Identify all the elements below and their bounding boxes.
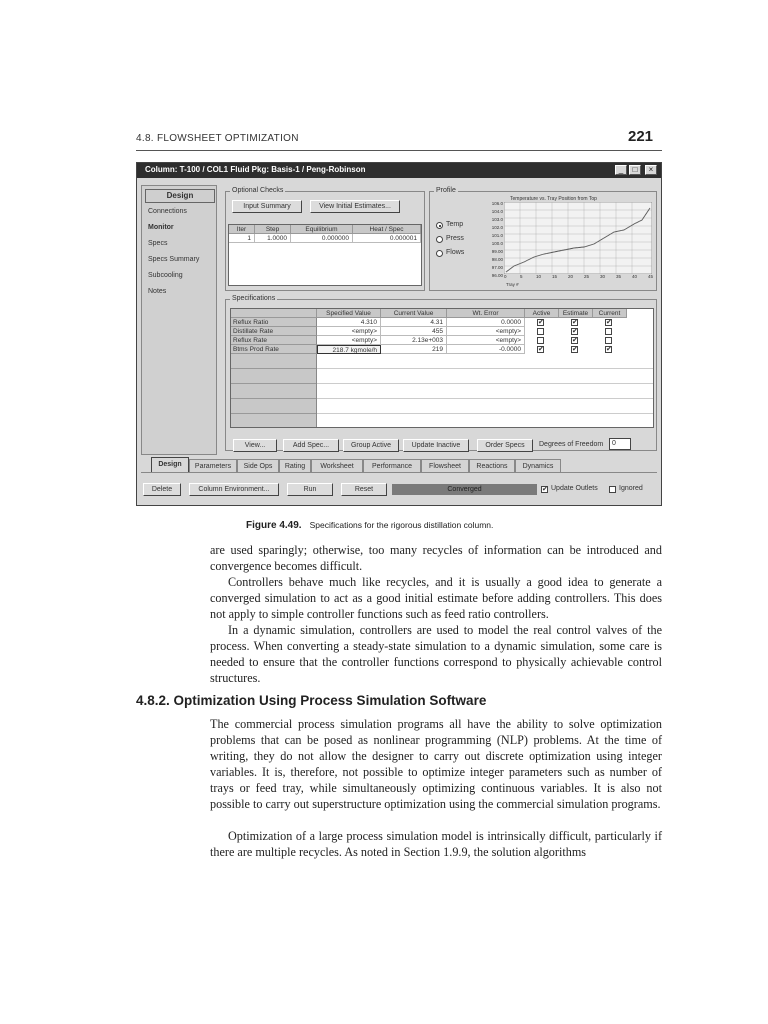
tab-design[interactable]: Design: [151, 457, 189, 473]
profile-x-tick: 15: [552, 274, 558, 279]
tab-side-ops[interactable]: Side Ops: [237, 459, 279, 473]
specifications-group: [225, 295, 657, 451]
nav-item-notes[interactable]: Notes: [148, 288, 167, 295]
current-checkbox[interactable]: ✔: [606, 346, 612, 353]
wt-error-cell: <empty>: [447, 336, 525, 345]
figure-label: Figure 4.49.: [246, 520, 302, 531]
ignored-label: Ignored: [619, 485, 643, 492]
estimate-checkbox[interactable]: ✔: [572, 328, 578, 335]
nav-item-specs[interactable]: Specs: [148, 240, 168, 247]
current-value-cell: 4.31: [381, 318, 447, 327]
temp-radio-label: Temp: [446, 221, 464, 228]
spec-row-label[interactable]: Btms Prod Rate: [231, 345, 317, 354]
wt-error-cell: <empty>: [447, 327, 525, 336]
column-window-screenshot: [136, 162, 662, 506]
current-checkbox[interactable]: [605, 337, 612, 344]
minimize-button[interactable]: _: [615, 165, 627, 175]
current-checkbox[interactable]: [605, 328, 612, 335]
current-value-cell: 219: [381, 345, 447, 354]
degrees-of-freedom-field[interactable]: 0: [609, 438, 631, 450]
paragraph-continuation: are used sparingly; otherwise, too many recycles of information can be introduced and convergence becomes difficult.: [210, 543, 662, 573]
profile-y-tick: 106.0: [491, 201, 503, 206]
profile-y-tick: 97.00: [491, 265, 503, 270]
temperature-profile-chart: [504, 202, 652, 274]
profile-x-tick: 25: [584, 274, 590, 279]
profile-y-tick: 102.0: [491, 225, 503, 230]
group-active-button[interactable]: Group Active: [343, 439, 399, 452]
section-heading: 4.8.2. Optimization Using Process Simulation Software: [136, 693, 487, 708]
estimate-col-header: Estimate: [559, 309, 593, 318]
specifications-label: Specifications: [232, 295, 276, 302]
empty-rows: [317, 354, 653, 428]
input-summary-button[interactable]: Input Summary: [232, 200, 302, 213]
iteration-table: [228, 224, 422, 286]
profile-y-tick: 99.00: [491, 249, 503, 254]
active-checkbox[interactable]: ✔: [538, 319, 544, 326]
spec-name-col-header: [231, 309, 317, 318]
estimate-checkbox[interactable]: ✔: [572, 346, 578, 353]
estimate-checkbox[interactable]: ✔: [572, 337, 578, 344]
equilibrium-cell: 0.000000: [291, 234, 353, 243]
paragraph-commercial-programs: The commercial process simulation programs all have the ability to solve optimization problems that can be posed as nonlinear programming (NLP) problems. At the time of writing, they do not allow the designer to carry out discrete optimization using integer variables. It is, therefore, not possible to optimize integer parameters such as number of trays or feed tray, while simultaneously optimizing continuous variables. It is also not possible to carry out superstructure optimization using the commercial simulation programs.: [210, 717, 662, 811]
spec-row-label[interactable]: Reflux Rate: [231, 336, 317, 345]
header-rule: [136, 150, 662, 151]
tab-worksheet[interactable]: Worksheet: [311, 459, 363, 473]
temp-radio[interactable]: [436, 222, 443, 229]
active-col-header: Active: [525, 309, 559, 318]
spec-row-label[interactable]: Distillate Rate: [231, 327, 317, 336]
heat-spec-cell: 0.000001: [353, 234, 421, 243]
empty-row-labels: [231, 354, 317, 428]
tab-baseline: [141, 472, 657, 473]
view-initial-estimates-button[interactable]: View Initial Estimates...: [310, 200, 400, 213]
window-title: Column: T-100 / COL1 Fluid Pkg: Basis-1 / Peng-Robinson: [145, 165, 366, 174]
active-checkbox[interactable]: ✔: [538, 346, 544, 353]
wt-error-cell: -0.0000: [447, 345, 525, 354]
tab-rating[interactable]: Rating: [279, 459, 311, 473]
current-value-cell: 455: [381, 327, 447, 336]
view-button[interactable]: View...: [233, 439, 277, 452]
specified-value-cell[interactable]: <empty>: [317, 336, 381, 345]
spec-row-label[interactable]: Reflux Ratio: [231, 318, 317, 327]
specified-value-cell[interactable]: <empty>: [317, 327, 381, 336]
degrees-of-freedom-label: Degrees of Freedom: [539, 441, 604, 448]
profile-label: Profile: [436, 187, 456, 194]
profile-y-tick: 104.0: [491, 209, 503, 214]
profile-y-tick: 101.0: [491, 233, 503, 238]
update-inactive-button[interactable]: Update Inactive: [403, 439, 469, 452]
tab-dynamics[interactable]: Dynamics: [515, 459, 561, 473]
step-col-header: Step: [255, 225, 291, 234]
profile-x-tick: 30: [600, 274, 606, 279]
profile-x-tick: 35: [616, 274, 622, 279]
profile-y-tick: 103.0: [491, 217, 503, 222]
ignored-checkbox[interactable]: [609, 486, 616, 493]
press-radio[interactable]: [436, 236, 443, 243]
profile-x-tick: 10: [536, 274, 542, 279]
specified-value-cell[interactable]: 4.310: [317, 318, 381, 327]
paragraph-controllers: Controllers behave much like recycles, and it is usually a good idea to generate a converged simulation to act as a good initial estimate before adding controllers. This does not apply to simple controller functions such as feed ratio controllers.: [210, 575, 662, 621]
design-nav-panel: [141, 185, 217, 455]
nav-item-connections[interactable]: Connections: [148, 208, 187, 215]
profile-x-tick: 5: [520, 274, 523, 279]
specifications-table: [230, 308, 654, 428]
step-cell: 1.0000: [255, 234, 291, 243]
update-outlets-checkbox[interactable]: ✔: [542, 486, 548, 493]
convergence-status: Converged: [392, 484, 537, 495]
delete-button[interactable]: Delete: [143, 483, 181, 496]
profile-x-tick: 0: [504, 274, 507, 279]
tab-flowsheet[interactable]: Flowsheet: [421, 459, 469, 473]
active-checkbox[interactable]: [537, 328, 544, 335]
specified-value-cell-editing[interactable]: 218.7 kgmole/h: [317, 345, 381, 354]
optional-checks-label: Optional Checks: [232, 187, 284, 194]
flows-radio-label: Flows: [446, 249, 465, 256]
current-value-cell: 2.13e+003: [381, 336, 447, 345]
figure-caption: [246, 515, 493, 533]
estimate-checkbox[interactable]: ✔: [572, 319, 578, 326]
profile-y-tick: 96.00: [491, 273, 503, 278]
heat-spec-col-header: Heat / Spec: [353, 225, 421, 234]
wt-error-cell: 0.0000: [447, 318, 525, 327]
order-specs-button[interactable]: Order Specs: [477, 439, 533, 452]
profile-x-axis: [504, 274, 662, 282]
current-value-col-header: Current Value: [381, 309, 447, 318]
running-header-section: 4.8. FLOWSHEET OPTIMIZATION: [136, 133, 299, 144]
current-checkbox[interactable]: ✔: [606, 319, 612, 326]
reset-button[interactable]: Reset: [341, 483, 387, 496]
profile-x-tick: 20: [568, 274, 574, 279]
profile-x-tick: 45: [648, 274, 654, 279]
maximize-button[interactable]: □: [629, 165, 641, 175]
iter-cell: 1: [229, 234, 255, 243]
profile-y-tick: 100.0: [491, 241, 503, 246]
active-checkbox[interactable]: [537, 337, 544, 344]
profile-group: [429, 187, 657, 291]
nav-item-subcooling[interactable]: Subcooling: [148, 272, 183, 279]
paragraph-dynamic-simulation: In a dynamic simulation, controllers are used to model the real control valves of the process. When converting a steady-state simulation to a dynamic simulation, some care is needed to ensure that the controller functions correspond to physically achievable control structures.: [210, 623, 662, 685]
specified-value-col-header: Specified Value: [317, 309, 381, 318]
flows-radio[interactable]: [436, 250, 443, 257]
profile-chart-title: Temperature vs. Tray Position from Top: [510, 196, 597, 202]
current-col-header: Current: [593, 309, 627, 318]
press-radio-label: Press: [446, 235, 464, 242]
close-button[interactable]: ×: [645, 165, 657, 175]
iter-col-header: Iter: [229, 225, 255, 234]
profile-y-axis: [480, 201, 504, 278]
run-button[interactable]: Run: [287, 483, 333, 496]
tab-performance[interactable]: Performance: [363, 459, 421, 473]
optional-checks-group: [225, 187, 425, 291]
wt-error-col-header: Wt. Error: [447, 309, 525, 318]
profile-y-tick: 98.00: [491, 257, 503, 262]
update-outlets-label: Update Outlets: [551, 485, 598, 492]
tab-reactions[interactable]: Reactions: [469, 459, 515, 473]
add-spec-button[interactable]: Add Spec...: [283, 439, 339, 452]
page-number: 221: [628, 128, 654, 145]
column-environment-button[interactable]: Column Environment...: [189, 483, 279, 496]
nav-heading: Design: [145, 189, 215, 203]
profile-x-label: Tray #: [506, 282, 519, 287]
figure-caption-text: Specifications for the rigorous distillation column.: [309, 520, 494, 530]
equilibrium-col-header: Equilibrium: [291, 225, 353, 234]
nav-item-specs-summary[interactable]: Specs Summary: [148, 256, 200, 263]
tab-parameters[interactable]: Parameters: [189, 459, 237, 473]
paragraph-optimization-difficulty: Optimization of a large process simulation model is intrinsically difficult, particularly if there are multiple recycles. As noted in Section 1.9.9, the solution algorithms: [210, 829, 662, 859]
nav-item-monitor[interactable]: Monitor: [148, 224, 174, 231]
profile-x-tick: 40: [632, 274, 638, 279]
window-titlebar: [137, 163, 661, 178]
